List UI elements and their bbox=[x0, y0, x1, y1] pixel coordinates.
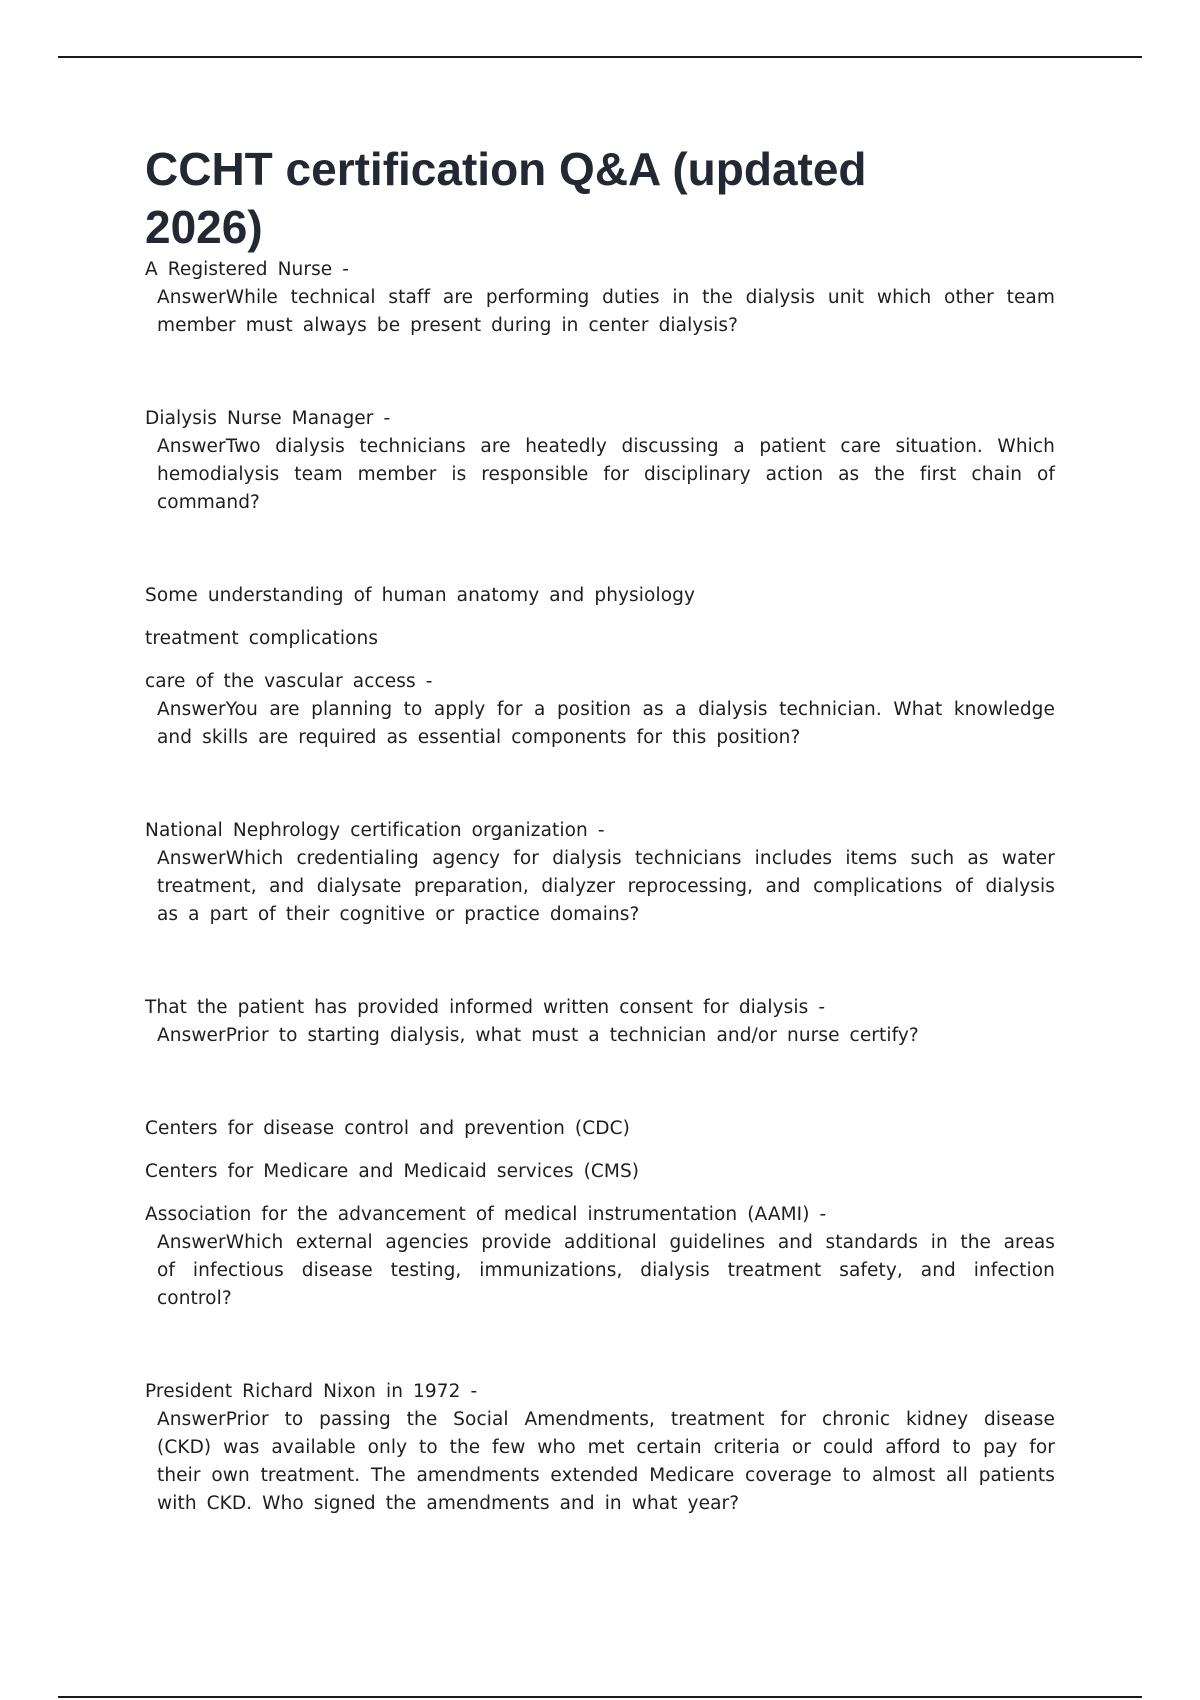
qa-item bbox=[145, 405, 1055, 517]
answer-text: National Nephrology certification organization - bbox=[145, 820, 605, 841]
answer-text: President Richard Nixon in 1972 - bbox=[145, 1381, 478, 1402]
question-text: AnswerWhich credentialing agency for dialysis technicians includes items such as water treatment, and dialysate preparation, dialyzer reprocessing, and complications of dialysis as a part of their cognitive or practice domains? bbox=[157, 848, 1055, 925]
qa-item bbox=[145, 1115, 1055, 1313]
answer-text: Some understanding of human anatomy and physiology bbox=[145, 585, 696, 606]
qa-item bbox=[145, 1378, 1055, 1518]
answer-text: That the patient has provided informed written consent for dialysis - bbox=[145, 997, 826, 1018]
top-divider bbox=[58, 56, 1142, 58]
document-title: CCHT certification Q&A (updated 2026) bbox=[145, 143, 867, 253]
qa-item bbox=[145, 994, 1055, 1050]
answer-text: Centers for disease control and prevention (CDC) bbox=[145, 1118, 630, 1139]
question-text: AnswerPrior to passing the Social Amendments, treatment for chronic kidney disease (CKD) was available only to the few who met certain criteria or could afford to pay for their own treatment. The amendments extended Medicare coverage to almost all patients with CKD. Who signed the amendments and in what year? bbox=[157, 1409, 1055, 1514]
question-text: AnswerTwo dialysis technicians are heatedly discussing a patient care situation. Which hemodialysis team member is responsible for disciplinary action as the first chain of command? bbox=[157, 436, 1055, 513]
question-text: AnswerWhile technical staff are performing duties in the dialysis unit which other team member must always be present during in center dialysis? bbox=[157, 287, 1055, 336]
qa-item bbox=[145, 582, 1055, 752]
answer-text: Centers for Medicare and Medicaid services (CMS) bbox=[145, 1161, 640, 1182]
answer-text: care of the vascular access - bbox=[145, 671, 433, 692]
document-body bbox=[145, 140, 1055, 1518]
question-text: AnswerWhich external agencies provide additional guidelines and standards in the areas of infectious disease testing, immunizations, dialysis treatment safety, and infection control? bbox=[157, 1232, 1055, 1309]
answer-text: Dialysis Nurse Manager - bbox=[145, 408, 391, 429]
question-text: AnswerYou are planning to apply for a position as a dialysis technician. What knowledge and skills are required as essential components for this position? bbox=[157, 699, 1055, 748]
qa-item bbox=[145, 256, 1055, 340]
bottom-divider bbox=[58, 1696, 1142, 1698]
question-text: AnswerPrior to starting dialysis, what must a technician and/or nurse certify? bbox=[157, 1025, 919, 1046]
qa-item bbox=[145, 817, 1055, 929]
answer-text: Association for the advancement of medical instrumentation (AAMI) - bbox=[145, 1204, 827, 1225]
answer-text: treatment complications bbox=[145, 628, 379, 649]
qa-list bbox=[145, 256, 1055, 1518]
answer-text: A Registered Nurse - bbox=[145, 259, 350, 280]
